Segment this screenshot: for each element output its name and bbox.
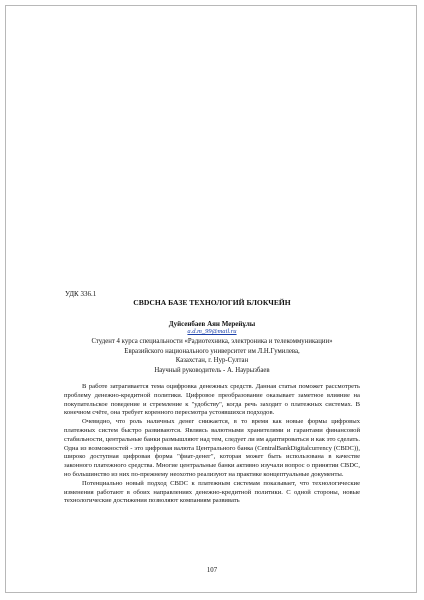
body-paragraph: Потенциально новый подход CBDC к платежным системам показывает, что технологические изменения работают в обоих направлениях денежно-кредитной политики. С одной стороны, новые технологические достижения позволяют компаниям развивать	[64, 479, 360, 505]
affiliation-block	[0, 337, 424, 375]
author-email-link[interactable]: a.d.m_99@mail.ru	[187, 328, 237, 335]
body-paragraph: В работе затрагивается тема оцифровка денежных средств. Данная статья поможет рассмотреть проблему денежно-кредитной политики. Цифровое преобразование оказывает заметное влияние на покупательское поведение и стремление к "удобству", когда речь заходит о платежных системах. В конечном счёте, она требует коренного пересмотра устоявшихся подходов.	[64, 383, 360, 417]
affiliation-line: Евразийского национального университет им Л.Н.Гумилева,	[124, 347, 300, 355]
affiliation-line: Казахстан, г. Нур-Султан	[175, 357, 249, 364]
affiliation-line: Студент 4 курса специальности «Радиотехника, электроника и телекоммуникации»	[91, 338, 333, 345]
body-paragraph: Очевидно, что роль наличных денег снижается, в то время как новые формы цифровых платежных систем быстро развиваются. Являясь валютными хранителями и гарантами финансовой стабильности, центральные банки размышляют над тем, следует ли им адаптироваться и как это сделать. Одна из возможностей - это цифровая валюта Центрального банка (CentralBankDigitalcurrency (CBDC)), широко доступная цифровая форма "фиат-денег", которая может быть использована в качестве законного платежного средства. Многие центральные банки активно изучали вопрос о принятии CBDC, но большинство из них по-прежнему неохотно реализуют на практике концептуальные документы.	[64, 418, 360, 478]
article-title: CBDCНА БАЗЕ ТЕХНОЛОГИЙ БЛОКЧЕЙН	[133, 298, 291, 307]
udk-code: УДК 336.1	[65, 290, 97, 298]
supervisor-line: Научный руководитель - А. Наурызбаев	[154, 366, 270, 374]
author-name: Дуйсенбаев Аян Мерейұлы	[168, 320, 256, 328]
page-number: 107	[206, 567, 218, 574]
article-body	[64, 383, 360, 506]
